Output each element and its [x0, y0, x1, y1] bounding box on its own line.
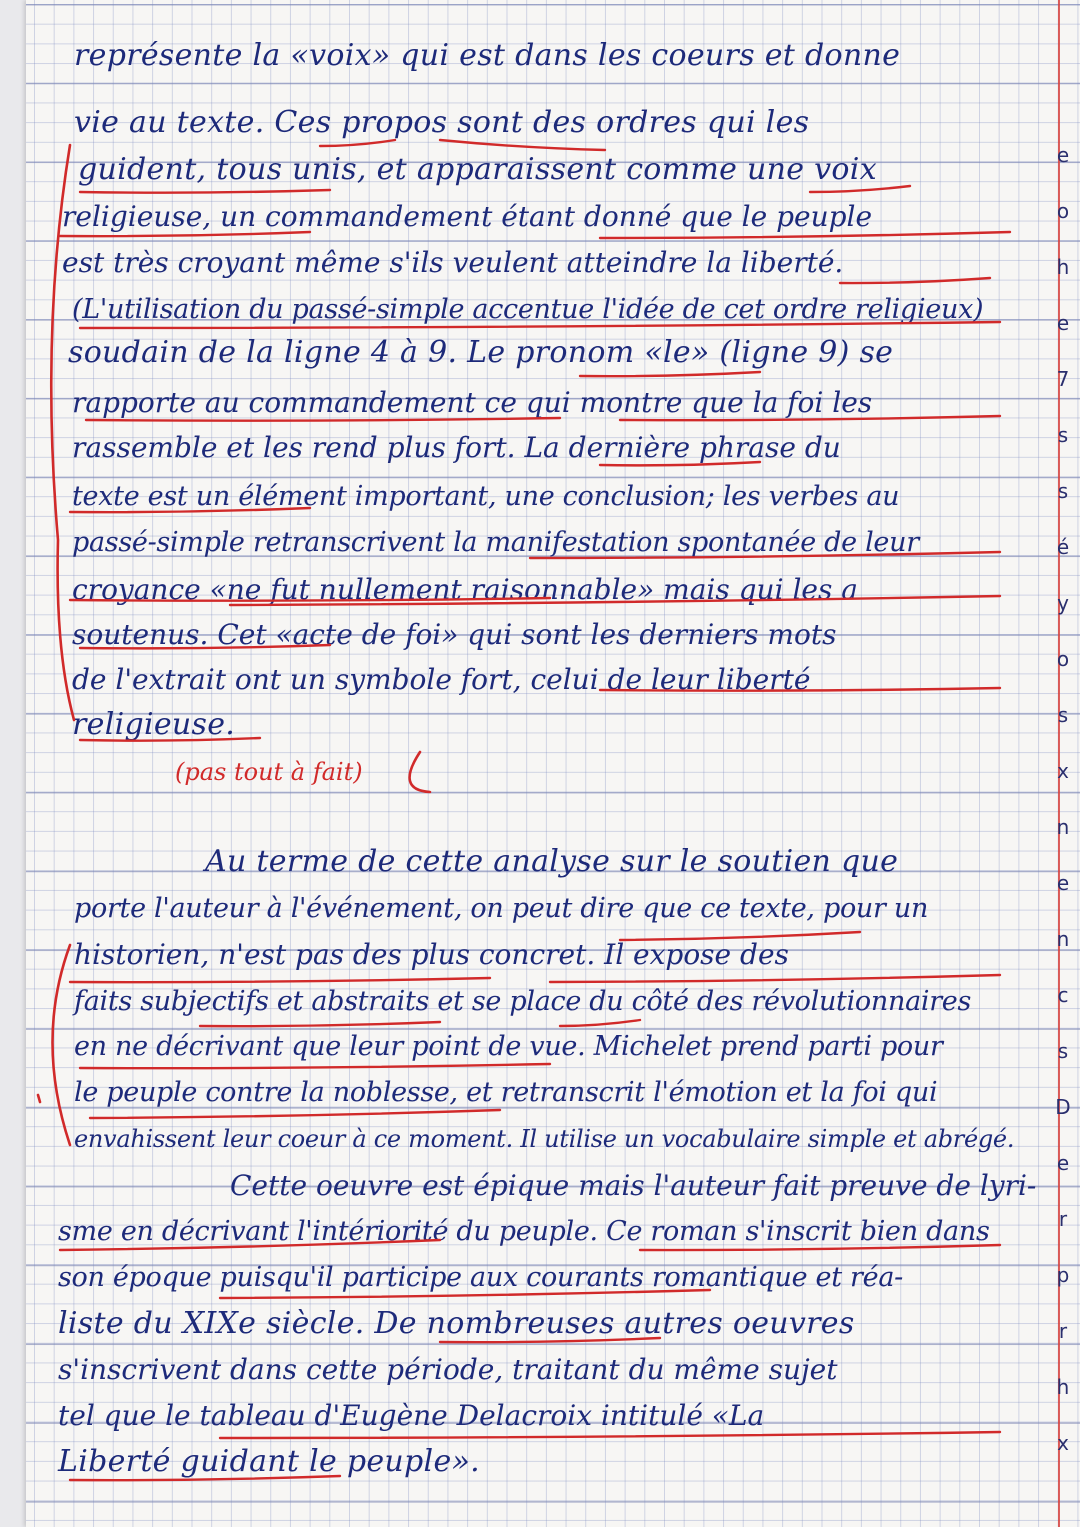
text-line: guident, tous unis, et apparaissent comme une voix [78, 152, 877, 187]
edge-letter: 7 [1056, 367, 1070, 391]
red-margin-bracket [38, 1095, 40, 1102]
edge-letter: s [1057, 703, 1069, 727]
text-line: Cette oeuvre est épique mais l'auteur fait preuve de lyri- [230, 1169, 1037, 1202]
text-line: rapporte au commandement ce qui montre que la foi les [72, 386, 873, 419]
edge-letter: o [1056, 647, 1070, 671]
text-line: son époque puisqu'il participe aux courants romantique et réa- [58, 1262, 903, 1293]
edge-letter: x [1057, 759, 1069, 783]
text-line: tel que le tableau d'Eugène Delacroix intitulé «La [58, 1399, 765, 1432]
edge-letter: p [1056, 1263, 1070, 1287]
red-underline [80, 322, 1000, 328]
text-line: le peuple contre la noblesse, et retranscrit l'émotion et la foi qui [74, 1077, 938, 1108]
text-line: historien, n'est pas des plus concret. Il expose des [74, 938, 789, 971]
edge-letter: e [1056, 871, 1070, 895]
edge-letter: e [1056, 1151, 1070, 1175]
edge-letter: h [1056, 255, 1070, 279]
red-underline [440, 1338, 660, 1342]
red-underline [80, 738, 260, 741]
red-margin-bracket [410, 752, 430, 792]
edge-letter: s [1057, 479, 1069, 503]
red-underline [70, 978, 490, 982]
red-underline [320, 140, 395, 146]
red-underline [70, 508, 310, 512]
text-line: croyance «ne fut nullement raisonnable» mais qui les a [72, 573, 858, 606]
red-underline [560, 1020, 640, 1026]
text-line: porte l'auteur à l'événement, on peut dire que ce texte, pour un [74, 893, 929, 924]
text-line: passé-simple retranscrivent la manifestation spontanée de leur [72, 527, 919, 558]
edge-letter: x [1057, 1431, 1069, 1455]
red-underline [200, 1022, 440, 1026]
red-underline [86, 418, 560, 421]
red-underline [810, 186, 910, 192]
edge-letter: e [1056, 143, 1070, 167]
red-underline [220, 1290, 710, 1298]
text-line: texte est un élément important, une conclusion; les verbes au [72, 481, 900, 512]
red-underline [60, 232, 310, 236]
text-line: (L'utilisation du passé-simple accentue l'idée de cet ordre religieux) [72, 294, 984, 325]
red-margin-bracket [53, 945, 71, 1145]
edge-letter: D [1055, 1095, 1071, 1119]
red-underline [80, 1064, 550, 1068]
text-line: s'inscrivent dans cette période, traitant du même sujet [58, 1353, 838, 1386]
text-line: sme en décrivant l'intériorité du peuple. Ce roman s'inscrit bien dans [58, 1216, 990, 1247]
red-underline [640, 1245, 1000, 1250]
text-line: religieuse, un commandement étant donné que le peuple [62, 200, 873, 233]
red-underline [70, 598, 550, 601]
red-margin-bracket [51, 145, 74, 720]
text-line: rassemble et les rend plus fort. La dernière phrase du [72, 431, 841, 464]
red-underline [620, 416, 1000, 420]
edge-letter: y [1057, 591, 1069, 615]
red-underline [70, 1476, 340, 1480]
edge-letter: n [1056, 815, 1070, 839]
red-underline [440, 140, 605, 150]
red-underline [80, 190, 330, 193]
red-underline [530, 552, 1000, 558]
edge-letter: h [1056, 1375, 1070, 1399]
text-line: représente la «voix» qui est dans les coeurs et donne [74, 38, 901, 73]
edge-letter: n [1056, 927, 1070, 951]
edge-letter: é [1056, 535, 1070, 559]
edge-letter: c [1057, 983, 1069, 1007]
red-underline [580, 372, 760, 376]
edge-letter: r [1058, 1319, 1068, 1343]
red-underline [600, 232, 1010, 238]
red-underline [80, 645, 330, 648]
text-line: en ne décrivant que leur point de vue. Michelet prend parti pour [74, 1031, 943, 1062]
text-line: Au terme de cette analyse sur le soutien que [205, 844, 899, 879]
red-underline [550, 975, 1000, 982]
red-underline [840, 278, 990, 283]
edge-letter: o [1056, 199, 1070, 223]
text-line: envahissent leur coeur à ce moment. Il utilise un vocabulaire simple et abrégé. [74, 1125, 1015, 1153]
text-line: soudain de la ligne 4 à 9. Le pronom «le» (ligne 9) se [68, 335, 894, 370]
text-line: faits subjectifs et abstraits et se place du côté des révolutionnaires [74, 986, 972, 1017]
edge-letter: s [1057, 1039, 1069, 1063]
text-line: religieuse. [72, 707, 236, 742]
text-line: liste du XIXe siècle. De nombreuses autres oeuvres [58, 1306, 855, 1341]
edge-letter: e [1056, 311, 1070, 335]
teacher-correction: (pas tout à fait) [175, 758, 363, 786]
red-underline [90, 1110, 500, 1118]
text-line: est très croyant même s'ils veulent atteindre la liberté. [62, 246, 844, 279]
red-underline [600, 688, 1000, 691]
text-line: soutenus. Cet «acte de foi» qui sont les derniers mots [72, 618, 837, 651]
red-underline [60, 1240, 440, 1250]
text-line: Liberté guidant le peuple». [58, 1444, 480, 1479]
red-underline [620, 932, 860, 940]
edge-letter: s [1057, 423, 1069, 447]
edge-letter: r [1058, 1207, 1068, 1231]
text-line: de l'extrait ont un symbole fort, celui de leur liberté [72, 663, 811, 696]
red-underline [600, 462, 760, 465]
text-line: vie au texte. Ces propos sont des ordres qui les [74, 105, 810, 140]
red-underline [220, 1432, 1000, 1438]
